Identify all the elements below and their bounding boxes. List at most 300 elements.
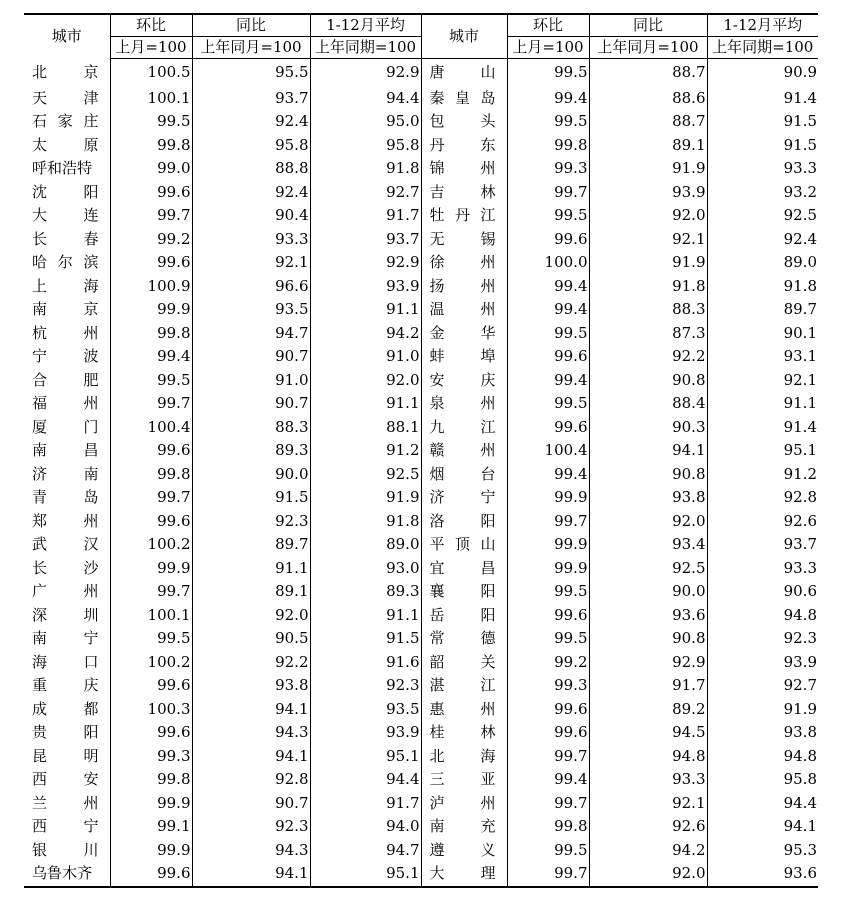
table-row	[24, 134, 818, 158]
city-char: 烟	[429, 464, 445, 483]
tb-value-left: 94.1	[192, 745, 310, 769]
city-char: 泉	[429, 394, 445, 412]
city-name-l	[24, 533, 110, 557]
city-char: 肥	[83, 370, 99, 389]
city-name-r	[421, 59, 507, 87]
city-char: 阳	[480, 582, 496, 600]
hb-value-right: 99.4	[507, 369, 589, 393]
avg-value-left: 91.2	[310, 439, 421, 463]
hb-value-right: 99.5	[507, 392, 589, 416]
city-char: 洛	[429, 511, 445, 530]
city-char: 天	[32, 88, 48, 107]
city-char: 山	[480, 535, 496, 553]
city-name-r	[421, 815, 507, 839]
city-name-r	[421, 275, 507, 299]
tb-value-left: 93.3	[192, 228, 310, 252]
hb-value-right: 100.4	[507, 439, 589, 463]
city-char: 昌	[83, 441, 99, 459]
hb-value-left: 99.2	[110, 228, 192, 252]
table-row	[24, 298, 818, 322]
hb-value-left: 99.9	[110, 839, 192, 863]
hb-value-right: 99.8	[507, 815, 589, 839]
city-char: 深	[32, 605, 48, 624]
city-char: 庆	[83, 676, 99, 694]
tb-value-left: 94.1	[192, 698, 310, 722]
city-char: 关	[480, 652, 496, 671]
city-char: 宁	[83, 817, 99, 835]
city-name-l	[24, 745, 110, 769]
city-char: 春	[83, 229, 99, 248]
city-name-l	[24, 228, 110, 252]
city-name-l	[24, 580, 110, 604]
hb-value-right: 99.5	[507, 580, 589, 604]
avg-value-left: 93.0	[310, 557, 421, 581]
city-name-r	[421, 651, 507, 675]
city-name-l	[24, 181, 110, 205]
city-char: 东	[480, 135, 496, 154]
city-char: 济	[32, 464, 48, 483]
city-char: 海	[480, 746, 496, 765]
city-char: 温	[429, 300, 445, 318]
hb-value-left: 100.2	[110, 651, 192, 675]
hb-value-left: 99.7	[110, 392, 192, 416]
city-char: 吉	[429, 182, 445, 201]
city-char: 九	[429, 417, 445, 436]
table-row	[24, 745, 818, 769]
tb-value-right: 92.1	[589, 228, 707, 252]
tb-value-right: 89.1	[589, 134, 707, 158]
tb-value-right: 94.5	[589, 721, 707, 745]
avg-value-left: 91.7	[310, 792, 421, 816]
city-char: 厦	[32, 417, 48, 436]
city-name-r	[421, 486, 507, 510]
tb-value-left: 95.5	[192, 59, 310, 87]
avg-value-left: 93.5	[310, 698, 421, 722]
city-char: 州	[480, 793, 496, 812]
city-char: 连	[83, 206, 99, 224]
hb-value-right: 99.2	[507, 651, 589, 675]
city-name-r	[421, 298, 507, 322]
city-name-l	[24, 345, 110, 369]
city-char: 原	[83, 135, 99, 154]
tb-value-left: 94.3	[192, 839, 310, 863]
hb-value-left: 99.6	[110, 674, 192, 698]
avg-value-left: 95.1	[310, 745, 421, 769]
hb-value-left: 100.1	[110, 87, 192, 111]
city-char: 州	[480, 300, 496, 318]
city-char: 青	[32, 488, 48, 506]
hb-value-right: 99.6	[507, 721, 589, 745]
hb-value-right: 99.7	[507, 862, 589, 887]
city-name-r	[421, 698, 507, 722]
city-name-r	[421, 392, 507, 416]
avg-value-right: 94.4	[707, 792, 818, 816]
avg-value-right: 91.4	[707, 87, 818, 111]
hb-value-left: 99.5	[110, 369, 192, 393]
city-name-r	[421, 745, 507, 769]
city-name-r	[421, 862, 507, 887]
city-name-r	[421, 674, 507, 698]
hb-value-left: 99.3	[110, 745, 192, 769]
table-row	[24, 792, 818, 816]
hb-value-left: 100.2	[110, 533, 192, 557]
city-char: 宁	[83, 629, 99, 647]
tb-value-left: 92.8	[192, 768, 310, 792]
hb-value-right: 99.6	[507, 698, 589, 722]
tb-value-right: 90.8	[589, 463, 707, 487]
tb-value-left: 94.1	[192, 862, 310, 887]
hb-value-right: 99.6	[507, 345, 589, 369]
city-char: 哈	[32, 253, 48, 271]
city-char: 海	[83, 276, 99, 295]
table-row	[24, 87, 818, 111]
tb-value-right: 92.0	[589, 204, 707, 228]
city-name-l	[24, 792, 110, 816]
city-char: 州	[480, 441, 496, 459]
hb-value-right: 99.4	[507, 275, 589, 299]
city-char: 银	[32, 840, 48, 859]
city-name-r	[421, 134, 507, 158]
avg-value-left: 92.0	[310, 369, 421, 393]
table-row	[24, 698, 818, 722]
tb-value-left: 90.5	[192, 627, 310, 651]
avg-value-right: 90.6	[707, 580, 818, 604]
city-char: 京	[83, 300, 99, 318]
hb-value-right: 99.7	[507, 792, 589, 816]
hb-value-left: 99.5	[110, 110, 192, 134]
city-char: 充	[480, 817, 496, 835]
city-name-r	[421, 369, 507, 393]
hb-value-right: 99.6	[507, 604, 589, 628]
tb-value-right: 91.9	[589, 157, 707, 181]
tb-value-left: 93.7	[192, 87, 310, 111]
avg-value-right: 89.0	[707, 251, 818, 275]
table-row	[24, 275, 818, 299]
tb-value-right: 90.3	[589, 416, 707, 440]
city-char: 义	[480, 840, 496, 859]
tb-value-left: 92.2	[192, 651, 310, 675]
tb-value-left: 90.7	[192, 392, 310, 416]
tb-header-left: 同比	[192, 14, 310, 37]
city-name-l	[24, 59, 110, 87]
city-char: 阳	[480, 511, 496, 530]
city-char: 大	[32, 206, 48, 224]
hb-value-right: 99.9	[507, 557, 589, 581]
avg-value-right: 93.9	[707, 651, 818, 675]
city-header-left: 城市	[24, 14, 110, 59]
avg-value-right: 92.3	[707, 627, 818, 651]
table-header	[24, 14, 818, 59]
tb-value-left: 91.1	[192, 557, 310, 581]
avg-value-left: 91.8	[310, 510, 421, 534]
table-row	[24, 251, 818, 275]
hb-value-right: 99.5	[507, 204, 589, 228]
hb-value-right: 99.3	[507, 674, 589, 698]
city-char: 岛	[83, 488, 99, 506]
city-char: 亚	[480, 770, 496, 788]
city-name-l	[24, 839, 110, 863]
avg-value-right: 92.8	[707, 486, 818, 510]
city-name-l	[24, 486, 110, 510]
hb-value-right: 99.7	[507, 510, 589, 534]
avg-value-left: 91.8	[310, 157, 421, 181]
avg-value-left: 94.4	[310, 768, 421, 792]
city-name-l	[24, 768, 110, 792]
avg-value-right: 91.2	[707, 463, 818, 487]
city-char: 杭	[32, 323, 48, 342]
city-char: 成	[32, 699, 48, 718]
city-char: 无	[429, 229, 445, 248]
tb-value-left: 89.1	[192, 580, 310, 604]
avg-value-left: 91.5	[310, 627, 421, 651]
city-char: 津	[83, 88, 99, 107]
table-row	[24, 862, 818, 887]
city-char: 皇	[454, 88, 470, 107]
city-char: 南	[32, 629, 48, 647]
table-row	[24, 463, 818, 487]
tb-value-right: 90.8	[589, 369, 707, 393]
hb-value-left: 99.4	[110, 345, 192, 369]
city-char: 乌鲁木齐	[32, 864, 93, 882]
city-name-r	[421, 87, 507, 111]
hb-value-left: 99.6	[110, 721, 192, 745]
tb-value-left: 94.3	[192, 721, 310, 745]
table-row	[24, 510, 818, 534]
city-char: 安	[83, 770, 99, 788]
city-char: 德	[480, 629, 496, 647]
city-char: 庆	[480, 370, 496, 389]
city-name-r	[421, 463, 507, 487]
city-char: 江	[480, 206, 496, 224]
table-row	[24, 392, 818, 416]
avg-value-right: 93.3	[707, 157, 818, 181]
avg-value-right: 89.7	[707, 298, 818, 322]
tb-value-left: 88.3	[192, 416, 310, 440]
city-name-r	[421, 792, 507, 816]
city-char: 长	[32, 558, 48, 577]
avg-value-right: 95.3	[707, 839, 818, 863]
city-char: 州	[83, 323, 99, 342]
avg-value-right: 95.1	[707, 439, 818, 463]
tb-value-left: 92.3	[192, 815, 310, 839]
avg-subheader-left: 上年同期=100	[310, 37, 421, 59]
avg-subheader-right: 上年同期=100	[707, 37, 818, 59]
city-char: 襄	[429, 582, 445, 600]
tb-value-right: 90.8	[589, 627, 707, 651]
city-name-l	[24, 157, 110, 181]
city-name-r	[421, 604, 507, 628]
city-char: 阳	[83, 723, 99, 741]
hb-value-right: 100.0	[507, 251, 589, 275]
city-char: 沈	[32, 182, 48, 201]
hb-value-left: 99.5	[110, 627, 192, 651]
tb-value-right: 92.0	[589, 510, 707, 534]
hb-value-right: 99.4	[507, 768, 589, 792]
city-name-l	[24, 651, 110, 675]
city-name-l	[24, 275, 110, 299]
city-char: 海	[32, 652, 48, 671]
table-row	[24, 416, 818, 440]
avg-value-left: 92.9	[310, 251, 421, 275]
avg-value-right: 90.9	[707, 59, 818, 87]
city-name-r	[421, 110, 507, 134]
tb-value-left: 90.7	[192, 345, 310, 369]
city-char: 北	[32, 62, 48, 81]
tb-value-right: 91.9	[589, 251, 707, 275]
city-char: 滨	[83, 253, 99, 271]
table-row	[24, 721, 818, 745]
avg-value-left: 92.9	[310, 59, 421, 87]
city-name-l	[24, 110, 110, 134]
city-char: 山	[480, 63, 496, 81]
city-char: 州	[480, 253, 496, 271]
city-char: 江	[480, 676, 496, 694]
avg-value-right: 94.8	[707, 604, 818, 628]
tb-value-left: 90.0	[192, 463, 310, 487]
city-name-l	[24, 322, 110, 346]
tb-value-left: 91.0	[192, 369, 310, 393]
city-name-r	[421, 204, 507, 228]
hb-value-left: 99.0	[110, 157, 192, 181]
hb-value-left: 99.6	[110, 862, 192, 887]
city-name-r	[421, 228, 507, 252]
tb-value-right: 94.1	[589, 439, 707, 463]
city-char: 台	[480, 464, 496, 483]
city-char: 州	[480, 699, 496, 718]
table-row	[24, 228, 818, 252]
city-name-r	[421, 251, 507, 275]
city-name-r	[421, 181, 507, 205]
city-char: 顶	[454, 535, 470, 553]
avg-value-left: 93.9	[310, 275, 421, 299]
avg-value-left: 95.1	[310, 862, 421, 887]
city-char: 庄	[83, 112, 99, 130]
avg-value-left: 95.0	[310, 110, 421, 134]
hb-value-left: 99.8	[110, 463, 192, 487]
table-row	[24, 110, 818, 134]
city-name-r	[421, 721, 507, 745]
hb-value-left: 99.6	[110, 439, 192, 463]
hb-value-left: 99.9	[110, 298, 192, 322]
city-char: 丹	[429, 135, 445, 154]
city-char: 昆	[32, 746, 48, 765]
city-name-l	[24, 298, 110, 322]
city-name-l	[24, 721, 110, 745]
avg-value-right: 95.8	[707, 768, 818, 792]
tb-value-right: 93.9	[589, 181, 707, 205]
city-name-l	[24, 674, 110, 698]
city-char: 牡	[429, 206, 445, 224]
city-char: 惠	[429, 699, 445, 718]
city-name-l	[24, 604, 110, 628]
avg-value-right: 92.4	[707, 228, 818, 252]
city-char: 汉	[83, 535, 99, 553]
city-char: 圳	[83, 605, 99, 624]
avg-value-left: 89.3	[310, 580, 421, 604]
tb-value-right: 91.7	[589, 674, 707, 698]
avg-value-left: 94.4	[310, 87, 421, 111]
avg-value-left: 94.7	[310, 839, 421, 863]
city-char: 上	[32, 276, 48, 295]
city-char: 遵	[429, 840, 445, 859]
city-name-l	[24, 369, 110, 393]
avg-value-left: 92.5	[310, 463, 421, 487]
avg-value-left: 94.2	[310, 322, 421, 346]
city-char: 头	[480, 112, 496, 130]
city-char: 南	[32, 441, 48, 459]
city-char: 蚌	[429, 347, 445, 365]
table-row	[24, 580, 818, 604]
hb-value-right: 99.7	[507, 745, 589, 769]
city-name-l	[24, 134, 110, 158]
avg-header-right: 1-12月平均	[707, 14, 818, 37]
city-char: 湛	[429, 676, 445, 694]
table-row	[24, 439, 818, 463]
table-row	[24, 815, 818, 839]
tb-value-right: 92.1	[589, 792, 707, 816]
tb-value-left: 93.8	[192, 674, 310, 698]
hb-value-left: 99.6	[110, 251, 192, 275]
city-char: 西	[32, 817, 48, 835]
city-name-l	[24, 815, 110, 839]
hb-value-left: 99.6	[110, 181, 192, 205]
hb-value-left: 100.1	[110, 604, 192, 628]
city-char: 岛	[480, 88, 496, 107]
avg-value-left: 95.8	[310, 134, 421, 158]
city-char: 沙	[83, 558, 99, 577]
table-row	[24, 369, 818, 393]
tb-value-right: 89.2	[589, 698, 707, 722]
table-row	[24, 627, 818, 651]
city-char: 宁	[480, 488, 496, 506]
avg-value-right: 93.1	[707, 345, 818, 369]
city-char: 秦	[429, 88, 445, 107]
city-name-r	[421, 322, 507, 346]
city-char: 安	[429, 370, 445, 389]
avg-value-right: 94.1	[707, 815, 818, 839]
city-char: 太	[32, 135, 48, 154]
city-char: 桂	[429, 723, 445, 741]
city-char: 广	[32, 582, 48, 600]
avg-value-left: 91.1	[310, 392, 421, 416]
price-index-table	[24, 13, 818, 888]
city-char: 扬	[429, 276, 445, 295]
tb-value-right: 92.9	[589, 651, 707, 675]
city-char: 锦	[429, 159, 445, 177]
city-char: 西	[32, 770, 48, 788]
avg-value-right: 94.8	[707, 745, 818, 769]
tb-value-left: 89.3	[192, 439, 310, 463]
avg-value-right: 92.1	[707, 369, 818, 393]
tb-value-right: 93.8	[589, 486, 707, 510]
hb-value-right: 99.7	[507, 181, 589, 205]
tb-value-right: 87.3	[589, 322, 707, 346]
tb-value-left: 90.4	[192, 204, 310, 228]
tb-value-left: 96.6	[192, 275, 310, 299]
city-char: 金	[429, 323, 445, 342]
avg-value-left: 93.7	[310, 228, 421, 252]
table-row	[24, 768, 818, 792]
hb-value-left: 99.9	[110, 557, 192, 581]
city-char: 北	[429, 746, 445, 765]
hb-value-left: 99.9	[110, 792, 192, 816]
city-name-l	[24, 392, 110, 416]
tb-subheader-right: 上年同月=100	[589, 37, 707, 59]
city-header-right: 城市	[421, 14, 507, 59]
city-name-l	[24, 627, 110, 651]
tb-value-right: 94.8	[589, 745, 707, 769]
avg-value-right: 90.1	[707, 322, 818, 346]
